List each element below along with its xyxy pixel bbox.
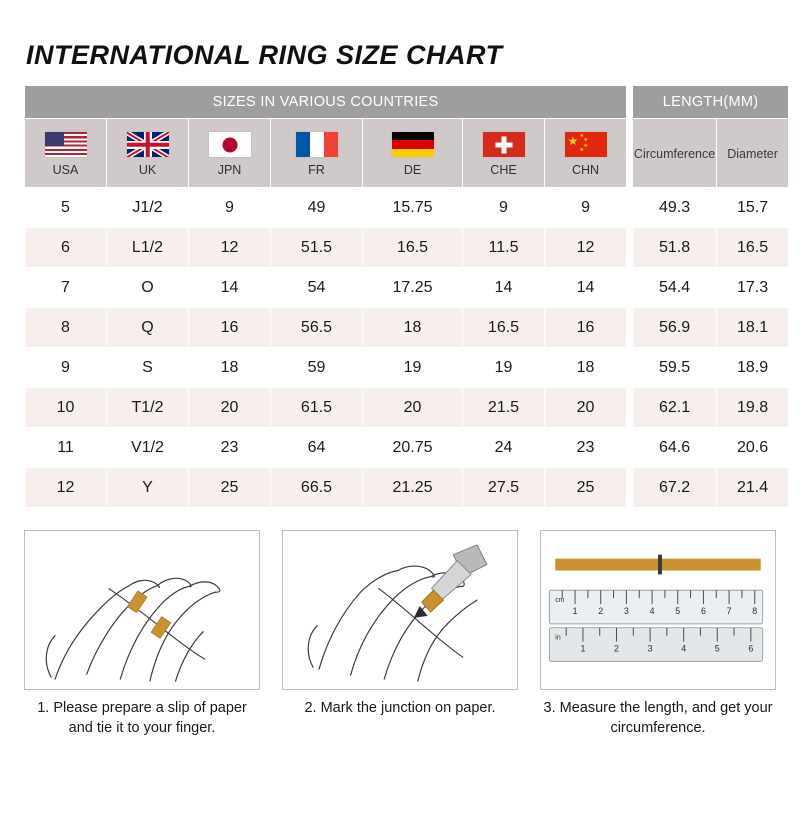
svg-text:8: 8 <box>752 605 758 616</box>
cell-de: 16.5 <box>363 228 463 268</box>
svg-text:3: 3 <box>623 605 629 616</box>
cell-de: 21.25 <box>363 468 463 508</box>
cell-chn: 20 <box>545 388 627 428</box>
cell-diameter: 15.7 <box>717 188 789 228</box>
column-header-fr <box>271 119 363 188</box>
svg-text:6: 6 <box>748 643 754 654</box>
table-row <box>25 468 789 508</box>
cell-che: 21.5 <box>463 388 545 428</box>
column-header-circumference: Circumference <box>633 119 717 188</box>
cell-fr: 61.5 <box>271 388 363 428</box>
cell-che: 16.5 <box>463 308 545 348</box>
column-header-chn <box>545 119 627 188</box>
svg-text:1: 1 <box>572 605 578 616</box>
svg-text:4: 4 <box>649 605 655 616</box>
country-code-uk: UK <box>138 163 157 177</box>
group-header-countries: SIZES IN VARIOUS COUNTRIES <box>25 86 627 119</box>
cell-usa: 5 <box>25 188 107 228</box>
cell-de: 18 <box>363 308 463 348</box>
country-code-chn: CHN <box>571 163 600 177</box>
svg-text:3: 3 <box>647 643 653 654</box>
cell-diameter: 18.9 <box>717 348 789 388</box>
flag-switzerland-icon <box>482 131 526 158</box>
cell-che: 9 <box>463 188 545 228</box>
cell-circumference: 67.2 <box>633 468 717 508</box>
column-header-de <box>363 119 463 188</box>
instruction-caption-3: 3. Measure the length, and get your circumference. <box>543 700 773 736</box>
cell-chn: 9 <box>545 188 627 228</box>
cell-usa: 12 <box>25 468 107 508</box>
cell-jpn: 16 <box>189 308 271 348</box>
svg-text:6: 6 <box>700 605 706 616</box>
instruction-panels <box>24 530 776 738</box>
table-row <box>25 308 789 348</box>
table-row <box>25 188 789 228</box>
table-row <box>25 428 789 468</box>
table-row <box>25 268 789 308</box>
cell-diameter: 19.8 <box>717 388 789 428</box>
cell-circumference: 62.1 <box>633 388 717 428</box>
instruction-caption-2: 2. Mark the junction on paper. <box>304 700 496 716</box>
table-row <box>25 228 789 268</box>
cell-chn: 16 <box>545 308 627 348</box>
country-code-usa: USA <box>52 163 79 177</box>
cell-fr: 56.5 <box>271 308 363 348</box>
cell-usa: 7 <box>25 268 107 308</box>
cell-che: 24 <box>463 428 545 468</box>
cell-jpn: 18 <box>189 348 271 388</box>
cell-jpn: 20 <box>189 388 271 428</box>
cell-fr: 66.5 <box>271 468 363 508</box>
ring-size-table-body <box>25 188 789 508</box>
cell-de: 20.75 <box>363 428 463 468</box>
table-row <box>25 348 789 388</box>
cell-uk: S <box>107 348 189 388</box>
ruler-measuring-paper-strip-illustration <box>540 530 776 690</box>
svg-text:4: 4 <box>681 643 687 654</box>
cell-che: 19 <box>463 348 545 388</box>
cell-fr: 51.5 <box>271 228 363 268</box>
flag-germany-icon <box>391 131 435 158</box>
instruction-caption-1: 1. Please prepare a slip of paper and tie it to your finger. <box>37 700 247 736</box>
instruction-step-3 <box>540 530 776 738</box>
cell-diameter: 20.6 <box>717 428 789 468</box>
cell-jpn: 12 <box>189 228 271 268</box>
cell-diameter: 16.5 <box>717 228 789 268</box>
flag-japan-icon <box>208 131 252 158</box>
cell-che: 11.5 <box>463 228 545 268</box>
cell-usa: 10 <box>25 388 107 428</box>
cell-fr: 64 <box>271 428 363 468</box>
cell-circumference: 59.5 <box>633 348 717 388</box>
hand-with-paper-strip-illustration <box>24 530 260 690</box>
hand-illustration-svg <box>25 531 259 689</box>
cell-fr: 54 <box>271 268 363 308</box>
column-header-usa <box>25 119 107 188</box>
cell-uk: Y <box>107 468 189 508</box>
cell-diameter: 21.4 <box>717 468 789 508</box>
cell-uk: Q <box>107 308 189 348</box>
ring-size-table <box>24 85 789 508</box>
cell-uk: V1/2 <box>107 428 189 468</box>
page-title: INTERNATIONAL RING SIZE CHART <box>26 40 503 70</box>
cell-circumference: 56.9 <box>633 308 717 348</box>
cell-jpn: 9 <box>189 188 271 228</box>
flag-uk-icon <box>126 131 170 158</box>
cell-chn: 18 <box>545 348 627 388</box>
svg-text:in: in <box>555 634 561 642</box>
cell-diameter: 17.3 <box>717 268 789 308</box>
cell-de: 15.75 <box>363 188 463 228</box>
svg-text:2: 2 <box>614 643 619 654</box>
svg-text:1: 1 <box>580 643 586 654</box>
cell-de: 20 <box>363 388 463 428</box>
column-header-che <box>463 119 545 188</box>
country-code-che: CHE <box>490 163 517 177</box>
cell-jpn: 25 <box>189 468 271 508</box>
cell-jpn: 14 <box>189 268 271 308</box>
ruler-illustration-svg <box>541 531 775 689</box>
cell-uk: J1/2 <box>107 188 189 228</box>
group-header-length: LENGTH(MM) <box>633 86 789 119</box>
cell-de: 19 <box>363 348 463 388</box>
cell-usa: 11 <box>25 428 107 468</box>
cell-fr: 49 <box>271 188 363 228</box>
cell-che: 27.5 <box>463 468 545 508</box>
cell-uk: T1/2 <box>107 388 189 428</box>
cell-circumference: 51.8 <box>633 228 717 268</box>
cell-diameter: 18.1 <box>717 308 789 348</box>
country-code-fr: FR <box>308 163 325 177</box>
flag-usa-icon <box>44 131 88 158</box>
column-header-jpn <box>189 119 271 188</box>
column-header-diameter: Diameter <box>717 119 789 188</box>
svg-text:7: 7 <box>726 605 732 616</box>
table-row <box>25 388 789 428</box>
cell-de: 17.25 <box>363 268 463 308</box>
cell-usa: 9 <box>25 348 107 388</box>
country-code-de: DE <box>403 163 422 177</box>
svg-text:5: 5 <box>714 643 720 654</box>
cell-jpn: 23 <box>189 428 271 468</box>
column-header-uk <box>107 119 189 188</box>
hand-marking-paper-with-pen-illustration <box>282 530 518 690</box>
svg-text:5: 5 <box>675 605 681 616</box>
cell-circumference: 49.3 <box>633 188 717 228</box>
cell-chn: 23 <box>545 428 627 468</box>
cell-che: 14 <box>463 268 545 308</box>
cell-chn: 25 <box>545 468 627 508</box>
flag-china-icon: ★ ★ ★ ★ ★ <box>564 131 608 158</box>
cell-chn: 14 <box>545 268 627 308</box>
cell-usa: 8 <box>25 308 107 348</box>
cell-chn: 12 <box>545 228 627 268</box>
svg-text:cm: cm <box>555 597 565 605</box>
svg-text:2: 2 <box>598 605 604 616</box>
pen-hand-illustration-svg <box>283 531 517 689</box>
cell-uk: L1/2 <box>107 228 189 268</box>
cell-circumference: 64.6 <box>633 428 717 468</box>
ring-size-chart-page <box>0 40 800 840</box>
cell-uk: O <box>107 268 189 308</box>
flag-france-icon <box>295 131 339 158</box>
cell-fr: 59 <box>271 348 363 388</box>
country-code-jpn: JPN <box>217 163 242 177</box>
instruction-step-2 <box>282 530 518 738</box>
cell-usa: 6 <box>25 228 107 268</box>
cell-circumference: 54.4 <box>633 268 717 308</box>
instruction-step-1 <box>24 530 260 738</box>
